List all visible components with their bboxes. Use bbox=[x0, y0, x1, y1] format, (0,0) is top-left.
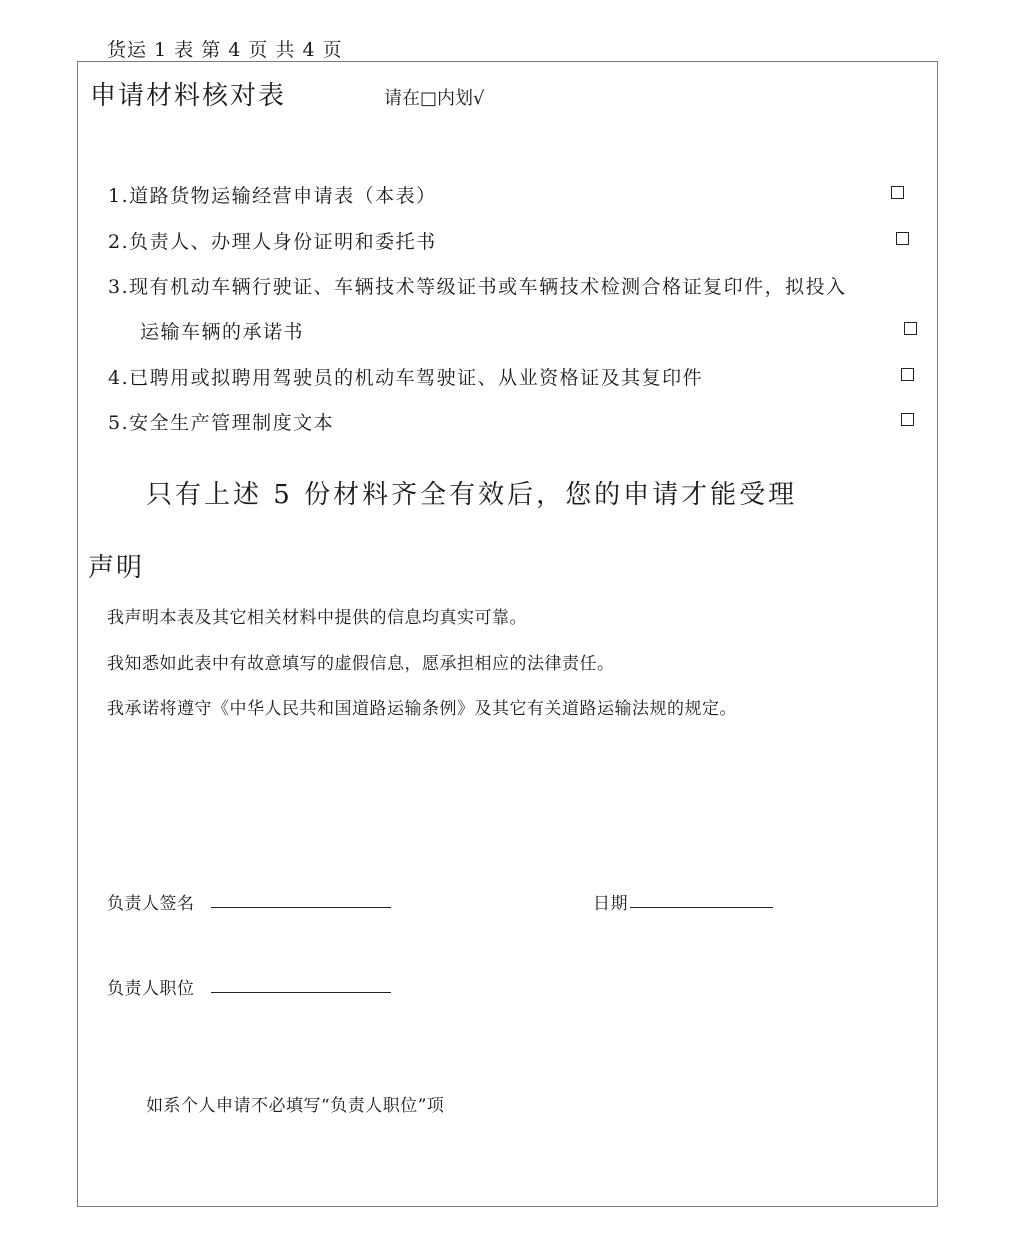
position-field[interactable] bbox=[211, 992, 391, 993]
declaration-line-3: 我承诺将遵守《中华人民共和国道路运输条例》及其它有关道路运输法规的规定。 bbox=[107, 699, 737, 719]
checklist-item-4: 4.已聘用或拟聘用驾驶员的机动车驾驶证、从业资格证及其复印件 bbox=[108, 367, 704, 389]
checklist-item-3-cont: 运输车辆的承诺书 bbox=[140, 321, 305, 343]
declaration-line-2: 我知悉如此表中有故意填写的虚假信息，愿承担相应的法律责任。 bbox=[107, 654, 615, 674]
position-label: 负责人职位 bbox=[107, 979, 195, 999]
checkbox-item-2[interactable] bbox=[896, 232, 909, 245]
checkbox-item-1[interactable] bbox=[891, 186, 904, 199]
completeness-notice: 只有上述 5 份材料齐全有效后，您的申请才能受理 bbox=[146, 480, 798, 510]
date-field[interactable] bbox=[630, 907, 773, 908]
declaration-line-1: 我声明本表及其它相关材料中提供的信息均真实可靠。 bbox=[107, 608, 527, 628]
checkbox-item-4[interactable] bbox=[901, 368, 914, 381]
declaration-title: 声明 bbox=[88, 553, 145, 583]
checklist-hint: 请在□内划√ bbox=[384, 88, 485, 109]
footnote: 如系个人申请不必填写“负责人职位”项 bbox=[146, 1096, 445, 1116]
signer-field[interactable] bbox=[211, 907, 391, 908]
checkbox-item-3[interactable] bbox=[904, 322, 917, 335]
checkbox-item-5[interactable] bbox=[901, 413, 914, 426]
checklist-item-2: 2.负责人、办理人身份证明和委托书 bbox=[108, 231, 437, 253]
checklist-item-3: 3.现有机动车辆行驶证、车辆技术等级证书或车辆技术检测合格证复印件，拟投入 bbox=[108, 276, 847, 298]
page-header: 货运 1 表 第 4 页 共 4 页 bbox=[107, 39, 343, 61]
signer-label: 负责人签名 bbox=[107, 894, 195, 914]
checklist-item-1: 1.道路货物运输经营申请表（本表） bbox=[108, 185, 437, 207]
date-label: 日期 bbox=[593, 894, 628, 914]
checklist-item-5: 5.安全生产管理制度文本 bbox=[108, 412, 335, 434]
checklist-title: 申请材料核对表 bbox=[90, 81, 287, 111]
